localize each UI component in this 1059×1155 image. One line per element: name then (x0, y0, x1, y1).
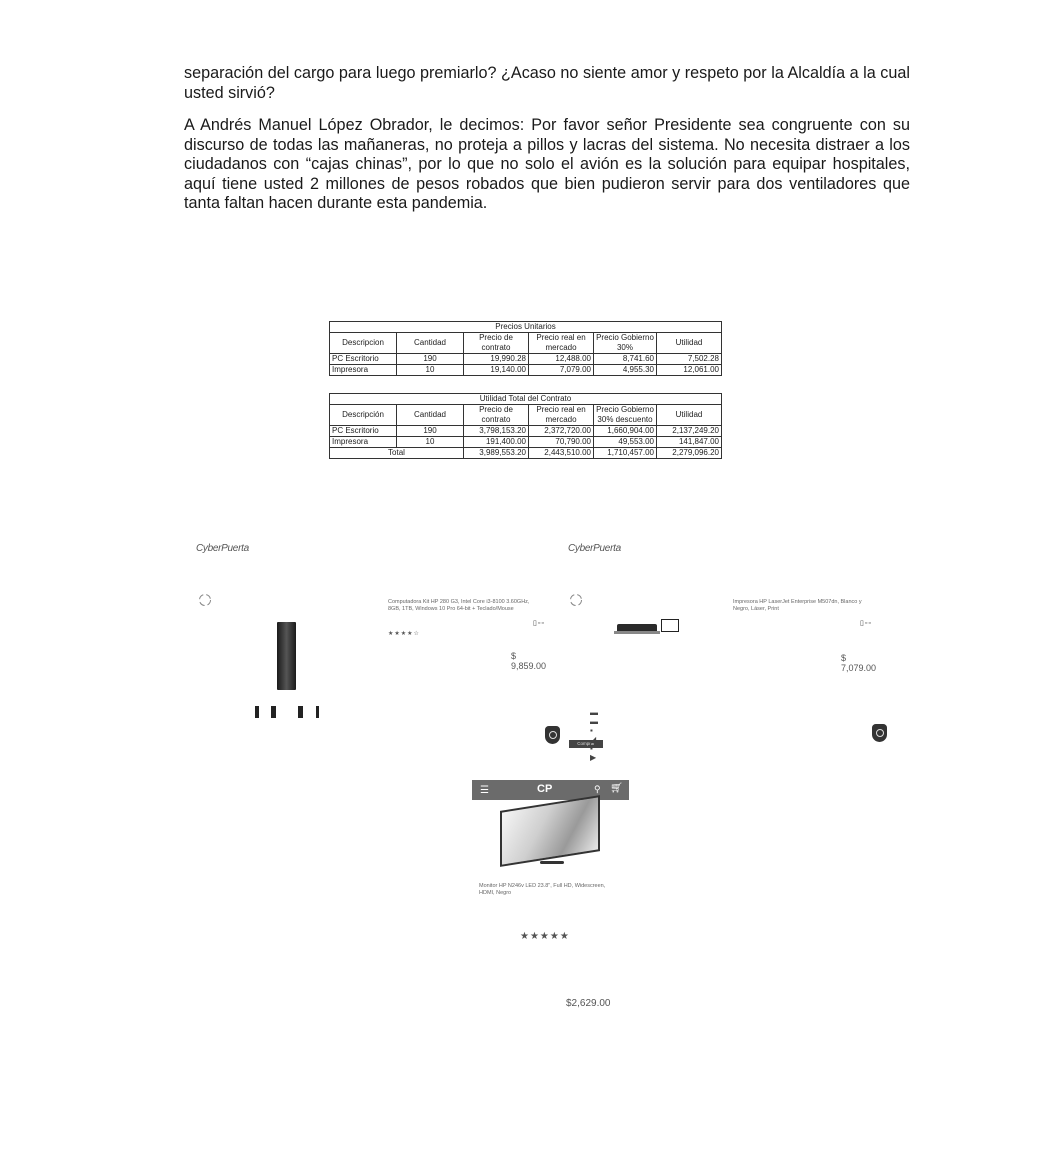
menu-icon[interactable]: ☰ (480, 785, 489, 796)
table-cell: 4,955.30 (594, 365, 657, 376)
table-cell: 2,443,510.00 (529, 448, 594, 459)
table-cell: 10 (397, 437, 464, 448)
table-total-row (330, 448, 722, 459)
table-cell: 3,798,153.20 (464, 426, 529, 437)
table-row (330, 354, 722, 365)
table-cell: 12,488.00 (529, 354, 594, 365)
table-row (330, 437, 722, 448)
thumbnail[interactable] (298, 706, 303, 718)
monitor-stand (540, 861, 564, 864)
product-name: Computadora Kit HP 280 G3, Intel Core i3-8100 3.60GHz, 8GB, 1TB, Windows 10 Pro 64-bit + Teclado/Mouse (388, 599, 530, 612)
contract-totals-table (329, 393, 722, 459)
paragraph-2: A Andrés Manuel López Obrador, le decimos: Por favor señor Presidente sea congruente con su discurso de todas las mañaneras, no proteja a pillos y lacras del sistema. No necesita distraer a los ciudadanos con “cajas chinas”, por lo que no solo el avión es la solución para equipar hospitales, aquí tiene usted 2 millones de pesos robados que bien pudieron servir para dos ventiladores que tanta faltan hacen durante esta pandemia. (184, 116, 910, 213)
cyberpuerta-logo: CyberPuerta (196, 543, 249, 554)
table-header: Utilidad (657, 333, 722, 354)
table-header: Precio Gobierno 30% descuento (594, 405, 657, 426)
table-header: Precio de contrato (464, 333, 529, 354)
table-cell: 10 (397, 365, 464, 376)
table-header: Utilidad (657, 405, 722, 426)
thumbnail[interactable] (316, 706, 319, 718)
table-cell: PC Escritorio (330, 354, 397, 365)
table-cell: 2,372,720.00 (529, 426, 594, 437)
table-header: Precio de contrato (464, 405, 529, 426)
table-cell: 12,061.00 (657, 365, 722, 376)
table-cell: PC Escritorio (330, 426, 397, 437)
thumbnail[interactable] (255, 706, 259, 718)
table-row (330, 426, 722, 437)
add-to-cart-button[interactable] (545, 726, 560, 744)
product-name: Monitor HP N246v LED 23.8", Full HD, Widescreen, HDMI, Negro (479, 883, 606, 896)
table-cell: 70,790.00 (529, 437, 594, 448)
cart-icon[interactable]: 🛒︎ (610, 783, 623, 794)
table-cell: 8,741.60 (594, 354, 657, 365)
buy-button[interactable]: Comprar (569, 740, 603, 748)
paragraph-1: separación del cargo para luego premiarlo? ¿Acaso no siente amor y respeto por la Alcaldía a la cual usted sirvió? (184, 64, 910, 102)
search-icon[interactable]: ⚲ (594, 784, 601, 794)
star-icon: ★★★★☆ (388, 631, 420, 637)
table-cell: 49,553.00 (594, 437, 657, 448)
table-cell: 190 (397, 426, 464, 437)
hp-logo-icon (198, 593, 212, 607)
add-to-cart-button[interactable] (872, 724, 887, 742)
table-cell: 7,502.28 (657, 354, 722, 365)
table-cell: 2,279,096.20 (657, 448, 722, 459)
thumbnail[interactable] (271, 706, 276, 718)
table-header: Descripcion (330, 333, 397, 354)
table-header: Precio real en mercado (529, 333, 594, 354)
share-icons[interactable]: ▯▫▫ (860, 620, 872, 627)
table-cell: 190 (397, 354, 464, 365)
table-title: Precios Unitarios (330, 322, 722, 333)
table-cell: 3,989,553.20 (464, 448, 529, 459)
table-cell: 141,847.00 (657, 437, 722, 448)
table-cell: Total (330, 448, 464, 459)
table-title: Utilidad Total del Contrato (330, 394, 722, 405)
table-cell: Impresora (330, 437, 397, 448)
product-price: $ 9,859.00 (511, 651, 547, 671)
star-icon: ★★★★★ (520, 931, 570, 942)
hp-logo-icon (569, 593, 583, 607)
monitor-image (500, 803, 600, 865)
printer-panel (661, 619, 679, 632)
product-price: $ 7,079.00 (841, 653, 877, 673)
mobile-header (472, 780, 629, 800)
table-header: Precio real en mercado (529, 405, 594, 426)
product-name: Impresora HP LaserJet Enterprise M507dn, Blanco y Negro, Láser, Print (733, 599, 862, 612)
thumbnail-strip[interactable]: ▬ ▬ ▪ ◢ ▪ ▶ (590, 708, 599, 762)
cyberpuerta-logo: CyberPuerta (568, 543, 621, 554)
unit-prices-table (329, 321, 722, 376)
pc-tower-image (277, 622, 296, 690)
monitor-screen (500, 795, 600, 867)
site-logo: CP (537, 783, 553, 795)
share-icons[interactable]: ▯▫▫ (533, 620, 545, 627)
table-cell: 1,710,457.00 (594, 448, 657, 459)
printer-tray (614, 631, 660, 634)
table-cell: 7,079.00 (529, 365, 594, 376)
table-row (330, 365, 722, 376)
table-header: Precio Gobierno 30% (594, 333, 657, 354)
table-cell: 2,137,249.20 (657, 426, 722, 437)
table-header: Descripción (330, 405, 397, 426)
table-cell: 19,990.28 (464, 354, 529, 365)
table-cell: 191,400.00 (464, 437, 529, 448)
table-header: Cantidad (397, 405, 464, 426)
product-price: $2,629.00 (566, 998, 611, 1009)
table-header: Cantidad (397, 333, 464, 354)
table-cell: 19,140.00 (464, 365, 529, 376)
table-cell: Impresora (330, 365, 397, 376)
table-cell: 1,660,904.00 (594, 426, 657, 437)
